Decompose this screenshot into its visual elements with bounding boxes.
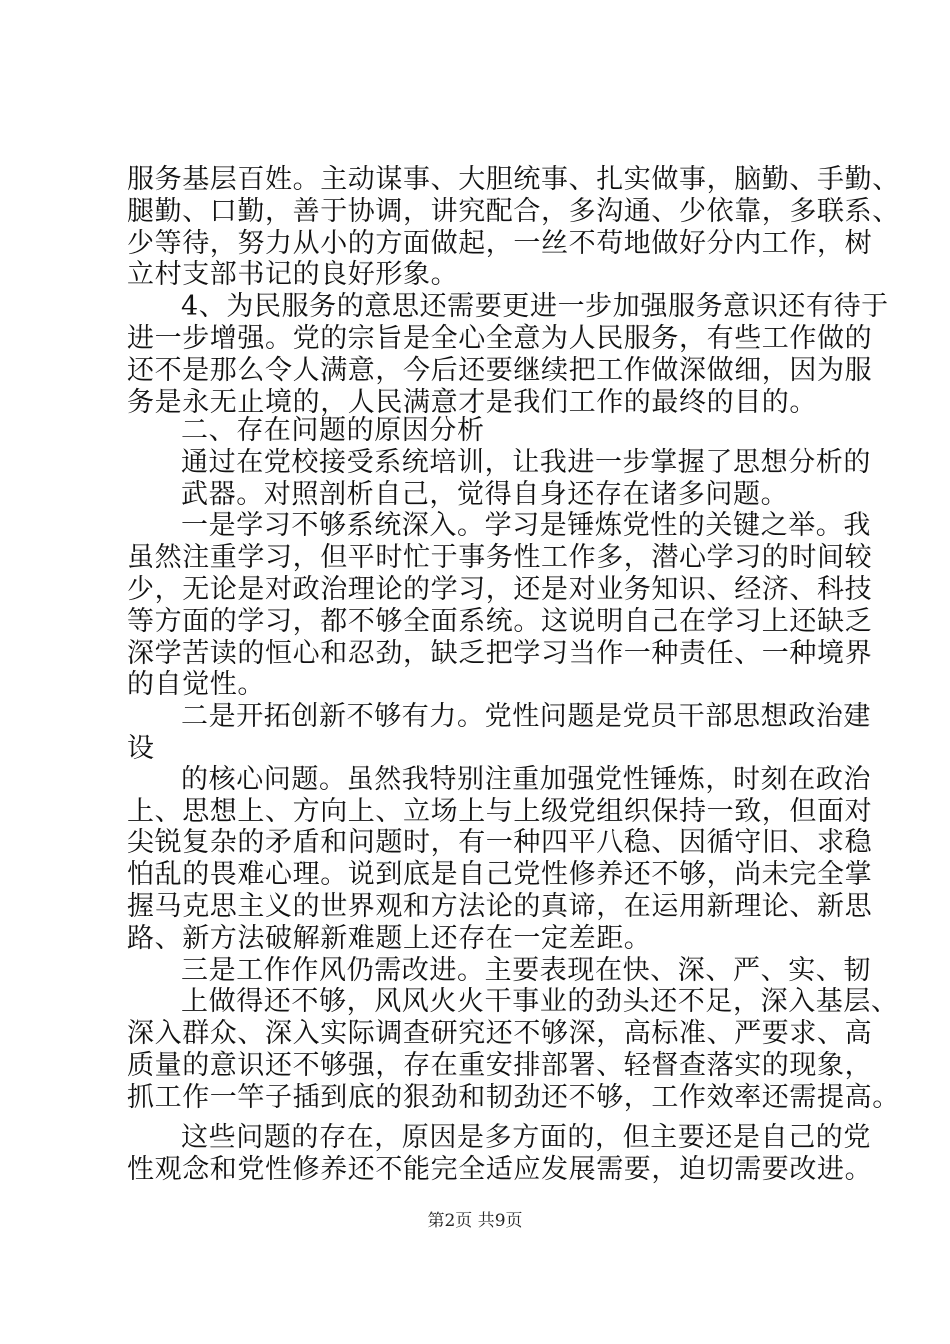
body-line: 抓工作一竿子插到底的狠劲和韧劲还不够，工作效率还需提高。	[127, 1082, 900, 1113]
body-line: 立村支部书记的良好形象。	[127, 259, 459, 290]
body-line: 路、新方法破解新难题上还存在一定差距。	[127, 923, 652, 954]
page-indicator: 第2页 共9页	[427, 1211, 523, 1231]
body-line: 握马克思主义的世界观和方法论的真谛，在运用新理论、新思	[127, 891, 873, 922]
body-line: 性观念和党性修养还不能完全适应发展需要，迫切需要改进。	[127, 1154, 873, 1185]
body-line: 少等待，努力从小的方面做起，一丝不苟地做好分内工作，树	[127, 228, 873, 259]
body-line: 一是学习不够系统深入。学习是锤炼党性的关键之举。我	[181, 510, 871, 541]
body-line: 上、思想上、方向上、立场上与上级党组织保持一致，但面对	[127, 796, 873, 827]
body-line: 二、存在问题的原因分析	[181, 415, 485, 446]
body-line: 等方面的学习，都不够全面系统。这说明自己在学习上还缺乏	[127, 606, 873, 637]
body-line: 尖锐复杂的矛盾和问题时，有一种四平八稳、因循守旧、求稳	[127, 827, 873, 858]
body-line: 质量的意识还不够强，存在重安排部署、轻督查落实的现象，	[127, 1050, 873, 1081]
body-line: 4、为民服务的意思还需要更进一步加强服务意识还有待于	[181, 291, 889, 322]
body-line: 少，无论是对政治理论的学习，还是对业务知识、经济、科技	[127, 574, 873, 605]
body-line: 二是开拓创新不够有力。党性问题是党员干部思想政治建	[181, 701, 871, 732]
body-line: 务是永无止境的，人民满意才是我们工作的最终的目的。	[127, 387, 817, 418]
body-line: 的自觉性。	[127, 669, 265, 700]
body-line: 进一步增强。党的宗旨是全心全意为人民服务，有些工作做的	[127, 323, 873, 354]
body-line: 武器。对照剖析自己，觉得自身还存在诸多问题。	[181, 479, 789, 510]
body-line: 服务基层百姓。主动谋事、大胆统事、扎实做事，脑勤、手勤、	[127, 164, 900, 195]
body-line: 深学苦读的恒心和忍劲，缺乏把学习当作一种责任、一种境界	[127, 638, 873, 669]
body-line: 这些问题的存在，原因是多方面的，但主要还是自己的党	[181, 1122, 871, 1153]
body-line: 三是工作作风仍需改进。主要表现在快、深、严、实、韧	[181, 955, 871, 986]
body-line: 设	[127, 733, 155, 764]
body-line: 腿勤、口勤，善于协调，讲究配合，多沟通、少依靠，多联系、	[127, 196, 900, 227]
body-line: 通过在党校接受系统培训，让我进一步掌握了思想分析的	[181, 447, 871, 478]
body-line: 的核心问题。虽然我特别注重加强党性锤炼，时刻在政治	[181, 764, 871, 795]
body-line: 深入群众、深入实际调查研究还不够深，高标准、严要求、高	[127, 1018, 873, 1049]
body-line: 还不是那么令人满意，今后还要继续把工作做深做细，因为服	[127, 355, 873, 386]
body-line: 上做得还不够，风风火火干事业的劲头还不足，深入基层、	[181, 986, 899, 1017]
body-line: 虽然注重学习，但平时忙于事务性工作多，潜心学习的时间较	[127, 542, 873, 573]
body-line: 怕乱的畏难心理。说到底是自己党性修养还不够，尚未完全掌	[127, 859, 873, 890]
